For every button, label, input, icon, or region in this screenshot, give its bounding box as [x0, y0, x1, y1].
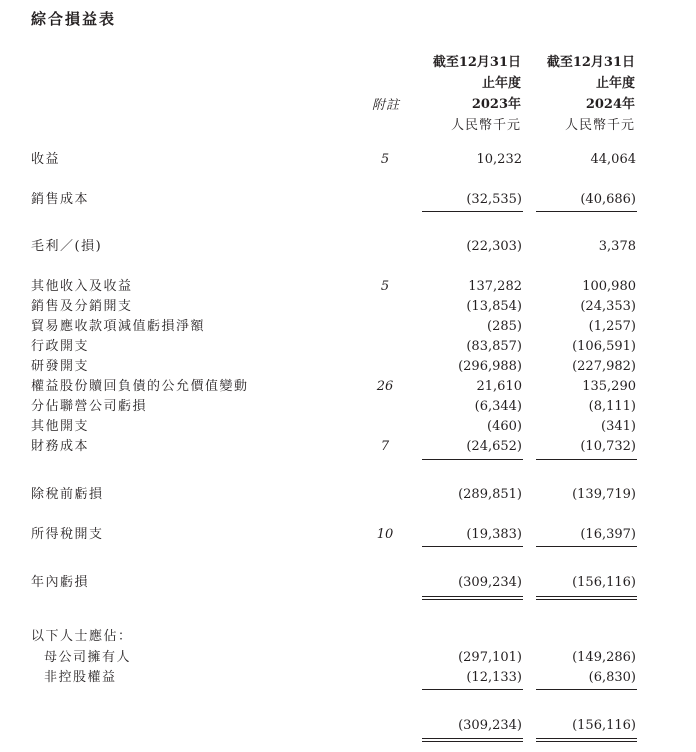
row-label: 毛利／(損): [31, 239, 103, 254]
column-header-2023: [401, 52, 521, 136]
total-double-rule: [422, 738, 523, 739]
row-label: 其他開支: [31, 419, 90, 434]
subtotal-rule: [536, 459, 637, 460]
row-note: 26: [376, 379, 394, 394]
total-double-rule: [422, 599, 523, 600]
row-label: 非控股權益: [44, 670, 117, 685]
period-line1: 截至12月31日: [546, 55, 635, 70]
value-2023: 137,282: [468, 279, 522, 294]
value-2024: (149,286): [572, 650, 636, 665]
period-line2: 止年度: [595, 76, 635, 91]
value-2024: (227,982): [572, 359, 636, 374]
row-label: 以下人士應佔：: [31, 629, 133, 644]
row-label: 行政開支: [31, 339, 90, 354]
row-label: 所得稅開支: [31, 527, 104, 542]
subtotal-rule: [422, 546, 523, 547]
value-2024: (24,353): [580, 299, 636, 314]
table-row: [0, 417, 696, 437]
value-2023: (285): [487, 319, 522, 334]
statement-title: 綜合損益表: [31, 10, 117, 28]
subtotal-rule: [422, 459, 523, 460]
table-row: [0, 397, 696, 417]
subtotal-rule: [536, 211, 637, 212]
total-double-rule: [422, 596, 523, 597]
currency-unit: 人民幣千元: [450, 118, 521, 133]
row-label: 權益股份贖回負債的公允價值變動: [31, 379, 249, 394]
period-line2: 止年度: [481, 76, 521, 91]
value-2024: (8,111): [588, 399, 636, 414]
value-2024: 100,980: [582, 279, 636, 294]
row-label: 財務成本: [31, 439, 90, 454]
note-column-header: 附註: [371, 98, 400, 113]
row-label: 銷售及分銷開支: [31, 299, 133, 314]
value-2023: (309,234): [458, 575, 522, 590]
row-label: 除稅前虧損: [31, 487, 104, 502]
table-row: [0, 277, 696, 297]
table-row: [0, 190, 696, 210]
value-2024: (10,732): [580, 439, 636, 454]
period-line1: 截至12月31日: [432, 55, 521, 70]
row-label: 分佔聯營公司虧損: [31, 399, 148, 414]
table-row: [0, 716, 696, 736]
year-label: 2023年: [471, 97, 521, 112]
table-row: [0, 237, 696, 257]
row-label: 其他收入及收益: [31, 279, 133, 294]
table-row: [0, 317, 696, 337]
row-note: 5: [380, 152, 390, 167]
value-2023: (289,851): [458, 487, 522, 502]
table-row: [0, 377, 696, 397]
value-2024: (341): [601, 419, 636, 434]
table-row: [0, 357, 696, 377]
value-2023: (297,101): [458, 650, 522, 665]
value-2024: 3,378: [598, 239, 636, 254]
row-label: 銷售成本: [31, 192, 90, 207]
value-2023: (460): [487, 419, 522, 434]
subtotal-rule: [422, 211, 523, 212]
table-row: [0, 648, 696, 668]
value-2024: 44,064: [590, 152, 636, 167]
row-label: 研發開支: [31, 359, 90, 374]
table-row: [0, 627, 696, 647]
total-double-rule: [536, 741, 637, 742]
currency-unit: 人民幣千元: [564, 118, 635, 133]
value-2023: (24,652): [466, 439, 522, 454]
subtotal-rule: [536, 546, 637, 547]
table-row: [0, 485, 696, 505]
total-double-rule: [422, 741, 523, 742]
total-double-rule: [536, 738, 637, 739]
column-header-2024: [515, 52, 635, 136]
row-note: 7: [380, 439, 390, 454]
year-label: 2024年: [585, 97, 635, 112]
value-2023: 10,232: [476, 152, 522, 167]
value-2023: (309,234): [458, 718, 522, 733]
value-2024: (156,116): [572, 718, 636, 733]
value-2024: (139,719): [572, 487, 636, 502]
value-2023: (6,344): [474, 399, 522, 414]
value-2024: 135,290: [582, 379, 636, 394]
subtotal-rule: [536, 689, 637, 690]
table-row: [0, 437, 696, 457]
table-row: [0, 525, 696, 545]
value-2023: (19,383): [466, 527, 522, 542]
value-2023: (13,854): [466, 299, 522, 314]
subtotal-rule: [422, 689, 523, 690]
value-2023: (22,303): [466, 239, 522, 254]
table-row: [0, 668, 696, 688]
table-row: [0, 150, 696, 170]
row-note: 10: [376, 527, 394, 542]
value-2024: (156,116): [572, 575, 636, 590]
value-2024: (6,830): [588, 670, 636, 685]
row-label: 收益: [31, 152, 61, 167]
value-2023: (83,857): [466, 339, 522, 354]
total-double-rule: [536, 599, 637, 600]
total-double-rule: [536, 596, 637, 597]
row-note: 5: [380, 279, 390, 294]
row-label: 貿易應收款項減值虧損淨額: [31, 319, 206, 334]
value-2024: (40,686): [580, 192, 636, 207]
table-row: [0, 297, 696, 317]
value-2024: (106,591): [572, 339, 636, 354]
row-label: 年內虧損: [31, 575, 90, 590]
value-2023: 21,610: [476, 379, 522, 394]
table-row: [0, 573, 696, 593]
value-2023: (32,535): [466, 192, 522, 207]
value-2024: (1,257): [588, 319, 636, 334]
table-row: [0, 337, 696, 357]
value-2023: (12,133): [466, 670, 522, 685]
value-2023: (296,988): [458, 359, 522, 374]
value-2024: (16,397): [580, 527, 636, 542]
row-label: 母公司擁有人: [44, 650, 132, 665]
